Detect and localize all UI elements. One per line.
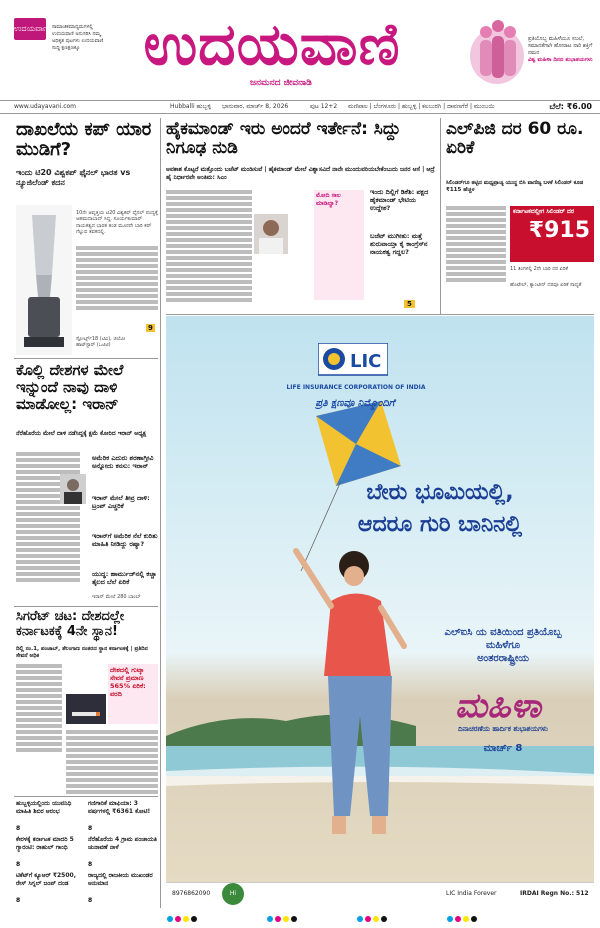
ad-mahila-word: ಮಹಿಳಾ xyxy=(454,686,542,726)
ad-irdai: IRDAI Regn No.: 512 xyxy=(520,890,589,897)
lic-logo-icon xyxy=(318,343,388,383)
iran-item-5: ಇರಾನ್ ಮೇಲೆ 280 ಬಾಂಬ್ xyxy=(92,594,141,600)
brief-page-ref[interactable]: 8 xyxy=(88,897,93,904)
brief-item[interactable] xyxy=(88,872,158,906)
budget-sidebar xyxy=(314,190,364,300)
brief-item[interactable] xyxy=(16,872,86,906)
brief-text: ರಾಜ್ಯದಲ್ಲಿ ರಾಜಕೀಯ ಮುಖಂಡರ ಅನುಮಾನ xyxy=(88,872,153,887)
cup-body-lines xyxy=(76,246,158,312)
womens-day-greeting: ವಿಶ್ವ ಮಹಿಳಾ ದಿನದ ಶುಭಾಶಯಗಳು xyxy=(528,57,593,63)
budget-headline[interactable]: ಹೈಕಮಾಂಡ್ ಇರು ಅಂದರೆ ಇರ್ತೇನೆ: ಸಿದ್ದು ನಿಗೂಢ ನುಡಿ xyxy=(166,119,401,159)
iran-item-3[interactable]: ಇರಾನ್‌ಗೆ ಅಮೆರಿಕ ನೆಲೆ ಕುರಿತು ಮಾಹಿತಿ ನೀಡಿದ್ದು ರಷ್ಯಾ? xyxy=(92,532,158,548)
lpg-headline[interactable]: ಎಲ್‌ಪಿಜಿ ದರ 60 ರೂ. ಏರಿಕೆ xyxy=(446,119,584,159)
brief-text: ನೆರೆಹೊರೆಯ 4 ಗ್ರಾಮ ಪಂಚಾಯತಿ ಚುನಾವಣೆ ನಾಳೆ xyxy=(88,836,157,851)
brief-text: ಗಣಿಗಾರಿಕೆ ಮಾಫಿಯಾ: 3 ವರ್ಷಗಳಲ್ಲಿ ₹6361 ಕೋಟಿ! xyxy=(88,800,151,815)
brief-item[interactable] xyxy=(16,836,86,870)
brief-item[interactable] xyxy=(88,800,158,834)
ad-social-handle[interactable]: LIC India Forever xyxy=(446,890,497,897)
cup-subhead: ಇಂದು ಟಿ20 ವಿಶ್ವಕಪ್ ಫೈನಲ್ ಭಾರತ vs ನ್ಯೂಜಿಲೆಂಡ್ ಕದನ xyxy=(16,168,131,187)
ad-message-line-1: ಎಲ್‌ಐಸಿ ಯ ವತಿಯಿಂದ ಪ್ರತಿಯೊಬ್ಬ ಮಹಿಳೆಗೂ xyxy=(444,627,562,651)
ad-greeting: ದಿನಾಚರಣೆಯ ಹಾರ್ದಿಕ ಶುಭಾಶಯಗಳು xyxy=(458,725,548,733)
lic-corp-name: LIFE INSURANCE CORPORATION OF INDIA xyxy=(286,384,426,391)
lic-brand-text: LIC xyxy=(350,351,382,372)
section-divider xyxy=(14,796,158,797)
print-registration-marks xyxy=(0,910,600,928)
masthead xyxy=(0,0,600,100)
brief-text: ಹುಬ್ಬಳ್ಳಿಯಲ್ಲಿಂದು ಯುವನಿಧಿ ಮಾಹಿತಿ ಶಿಬಿರ ಆರಂಭ xyxy=(16,800,72,815)
brief-page-ref[interactable]: 8 xyxy=(88,861,93,868)
brief-item[interactable] xyxy=(88,836,158,870)
ad-message-line-2: ಅಂತರರಾಷ್ಟ್ರೀಯ xyxy=(477,653,529,664)
lpg-bullet-1: 11 ತಿಂಗಳಲ್ಲಿ 2ನೇ ಬಾರಿ ದರ ಏರಿಕೆ xyxy=(510,266,568,272)
date-bar xyxy=(0,100,600,114)
lpg-price-value: ₹915 xyxy=(528,218,590,243)
women-illustration-icon xyxy=(468,10,526,86)
issue-date: ಭಾನುವಾರ, ಮಾರ್ಚ್ 8, 2026 xyxy=(222,103,289,110)
iran-item-1[interactable]: ಅಮೆರಿಕ ಎದುರು ಶರಣಾಗ್ತೀವಿ ಅನ್ನೋದು ಕನಸು: ಇರಾನ್ xyxy=(92,454,154,470)
brand-tagline: ಜನಮನದ ಜೀವನಾಡಿ xyxy=(250,78,312,88)
masthead-right-blurb xyxy=(528,36,594,64)
section-divider xyxy=(14,606,158,607)
lic-tagline: ಪ್ರತಿ ಕ್ಷಣವೂ ನಿಮ್ಮೊಂದಿಗೆ xyxy=(315,398,395,409)
budget-page-ref[interactable]: 5 xyxy=(404,300,415,308)
whatsapp-icon[interactable]: Hi xyxy=(222,883,244,905)
budget-question-2[interactable]: ಬಜೆಟ್ ಮುಗೀತು: ಮತ್ತೆ ಶುರುವಾಯ್ತಾ ಕೈ ಕಾಂಗ್ರೆಸ್‌ನ ನಾಯಕತ್ವ ಗದ್ದಲ? xyxy=(370,232,428,256)
udayavani-badge: ಉದಯವಾಣಿ xyxy=(14,18,46,40)
column-divider xyxy=(160,118,161,908)
column-divider xyxy=(440,118,441,314)
edition-cities: ಮಣಿಪಾಲ | ಬೆಂಗಳೂರು | ಹುಬ್ಬಳ್ಳಿ | ಕಲಬುರಗಿ | ದಾವಣಗೆರೆ | ಮುಂಬಯಿ xyxy=(348,103,495,110)
ad-message xyxy=(428,626,578,665)
section-divider xyxy=(166,314,594,315)
cup-page-ref[interactable]: 9 xyxy=(148,324,153,332)
brief-page-ref[interactable]: 8 xyxy=(16,897,21,904)
ad-date: ಮಾರ್ಚ್ 8 xyxy=(483,743,523,754)
budget-question-1[interactable]: ಇಂದು ದಿಲ್ಲಿಗೆ ಡಿಕೆಶಿ: ಪಕ್ಷದ ಹೈಕಮಾಂಡ್ ಭೇಟಿಯ ಉದ್ದೇಶ? xyxy=(370,188,429,212)
budget-body-lines xyxy=(166,190,252,304)
cigarette-body-lines-2 xyxy=(66,730,158,796)
cup-headline[interactable]: ದಾಖಲೆಯ ಕಪ್ ಯಾರ ಮುಡಿಗೆ? xyxy=(16,119,152,161)
issue-price: ಬೆಲೆ: ₹6.00 xyxy=(549,102,592,111)
cigarette-photo-icon xyxy=(66,694,106,724)
cigarette-subhead: ದಿಲ್ಲಿ ನಂ.1, ಪಂಜಾಬ್, ತೆಲಂಗಾಣ ನಂತರದ ಸ್ಥಾನ ಕರ್ನಾಟಕಕ್ಕೆ | ಪ್ರತಿದಿನ ಸೇವನೆ ಅಧಿಕ xyxy=(16,646,148,659)
lpg-price-label: ಕರ್ನಾಟಕದಲ್ಲೀಗ ಸಿಲಿಂಡರ್ ದರ xyxy=(513,208,575,215)
womens-day-message: ಪ್ರತಿಯೊಬ್ಬ ಮಹಿಳೆಯೂ ಸಬಲೆ, ಸಮಾನತೆಗಾಗಿ ಹೋರಾಟ ನಾರಿ ಶಕ್ತಿಗೆ ನಮನ xyxy=(528,36,593,56)
brief-page-ref[interactable]: 8 xyxy=(16,861,21,868)
brief-page-ref[interactable]: 8 xyxy=(88,825,93,832)
cup-broadcast-note: ಸ್ಪೋರ್ಟ್ಸ್18 (ಟಿವಿ), ಜಿಯೋ ಹಾಟ್‌ಸ್ಟಾರ್ (ಒಟಿಟಿ) xyxy=(76,336,126,349)
ad-phone[interactable]: 8976862090 xyxy=(172,890,211,897)
cm-portrait-icon xyxy=(254,214,288,254)
brand-logo: ಉದಯವಾಣಿ xyxy=(143,10,401,78)
gutka-box xyxy=(108,664,158,724)
ad-headline-1: ಬೇರು ಭೂಮಿಯಲ್ಲಿ, xyxy=(366,480,514,505)
cup-body: 10ನೇ ಆವೃತ್ತಿಯ ಟಿ20 ವಿಶ್ವಕಪ್ ಫೈನಲ್ ಪಂದ್ಯಕ್ಕೆ ಅಹಮದಾಬಾದ್ ಸಿದ್ಧ. ಸೂರ್ಯಕುಮಾರ್ ನಾಯಕತ್ವದ ಭಾರತ ತಂಡ ಮೂರನೇ ಬಾರಿ ಕಪ್ ಗೆಲ್ಲುವ ತವಕದಲ್ಲಿ. xyxy=(76,210,158,236)
cigarette-body-lines xyxy=(16,664,62,754)
cigarette-headline[interactable]: ಸಿಗರೆಟ್ ಚಟ: ದೇಶದಲ್ಲೇ ಕರ್ನಾಟಕಕ್ಕೆ 4ನೇ ಸ್ಥಾನ! xyxy=(16,609,125,639)
iran-president-portrait-icon xyxy=(60,474,86,504)
iran-subhead: ನೆರೆಹೊರೆಯ ಮೇಲೆ ದಾಳಿ ನಡೆಸಿದ್ದಕ್ಕೆ ಕ್ಷಮೆ ಕೋರಿದ ಇರಾನ್ ಅಧ್ಯಕ್ಷ xyxy=(16,430,147,437)
page-count: ಪುಟ 12+2 xyxy=(310,103,338,110)
iran-item-2[interactable]: ಇರಾನ್ ಮೇಲೆ ತೀವ್ರ ದಾಳಿ: ಟ್ರಂಪ್ ಎಚ್ಚರಿಕೆ xyxy=(92,494,150,510)
lpg-body-lines xyxy=(446,206,506,284)
brief-item[interactable] xyxy=(16,800,86,834)
iran-body-lines xyxy=(16,452,80,584)
budget-subhead: ಅವಕಾಶ ಕೊಟ್ಟರೆ ಮತ್ತೊಂದು ಬಜೆಟ್ ಮಂಡಿಸುವೆ | ಹೈಕಮಾಂಡ್ ಮೇಲೆ ವಿಶ್ವಾಸವಿದೆ ನಾನೇ ಮುಂದುವರಿಯಬೇಕೆಂಬುದು ಜನರ ಆಸೆ | ಆದ್ರೆ ಹೈ ನಿರ್ಧಾರವೇ ಅಂತಿಮ: ಸಿಎಂ xyxy=(166,166,435,181)
gutka-box-head: ದೇಶದಲ್ಲಿ ಗುಟ್ಕಾ ಸೇವನೆ ಪ್ರಮಾಣ 565% ಏರಿಕೆ: ವರದಿ xyxy=(110,666,146,698)
ad-headline-2: ಆದರೂ ಗುರಿ ಬಾನಿನಲ್ಲಿ xyxy=(357,512,523,537)
ad-footer xyxy=(166,882,594,904)
trophy-icon xyxy=(16,205,72,355)
budget-sidebar-head: ಮೋದಿ ಸಾಲ ಮಾಡಿಲ್ವಾ? xyxy=(316,192,341,207)
brief-text: ಕೇರಳಕ್ಕೆ ಕರ್ನಾಟಕ ಮಾದರಿ 5 ಗ್ಯಾರಂಟಿ: ರಾಹುಲ್ ಗಾಂಧಿ xyxy=(16,836,74,851)
iran-item-4[interactable]: ಯುದ್ಧ: ಹಾರ್ಮುಜ್‌ನಲ್ಲಿ ಕಚ್ಚಾ ತೈಲದ ಬೆಲೆ ಏರಿಕೆ xyxy=(92,570,157,586)
edition-label: Hubballi ಹುಬ್ಬಳ್ಳಿ xyxy=(170,103,211,110)
section-divider xyxy=(14,358,158,359)
lpg-subhead: ಸಿಲಿಂಡರ್‌ಗೂ ತಟ್ಟಿದ ಮಧ್ಯಪ್ರಾಚ್ಯ ಯುದ್ಧ ಬಿಸಿ ವಾಣಿಜ್ಯ ಬಳಕೆ ಸಿಲಿಂಡರ್ ಕೂಡ ₹115 ಹೆಚ್ಚಳ xyxy=(446,180,584,193)
brief-text: ಟಿಕೆಟ್‌ಗೆ ಕ್ಯೂಆರ್ ₹2500, ರೇಸ್ ಸಿಗ್ನಲ್ ಜಂಪ್ ದಂಡ xyxy=(16,872,76,887)
iran-headline[interactable]: ಕೊಲ್ಲಿ ದೇಶಗಳ ಮೇಲೆ ಇನ್ನುಂದೆ ನಾವು ದಾಳಿ ಮಾಡೋಲ್ಲ: ಇರಾನ್ xyxy=(16,361,124,413)
lpg-bullet-2: ಹೊಟೇಲ್, ಕ್ಯಾಂಟೀನ್ ದರವೂ ಏರಿಕೆ ಸಾಧ್ಯತೆ xyxy=(510,282,582,288)
brief-page-ref[interactable]: 8 xyxy=(16,825,21,832)
website-link[interactable]: www.udayavani.com xyxy=(14,103,77,110)
masthead-left-blurb: ಸಾಮಾಜಿಕಮಾಧ್ಯಮಗಳಲ್ಲಿ ಉದಯವಾಣಿ ಅನುಸರಿಸಿ ನಮ್ಮ ಅಧಿಕೃತ ಪುಟಗಳು ಉದಯವಾಣಿ ಸುದ್ದಿ ಕ್ಷಣಕ್ಷಣಕ್ಕೂ xyxy=(52,24,104,51)
lpg-price-box xyxy=(510,206,594,262)
